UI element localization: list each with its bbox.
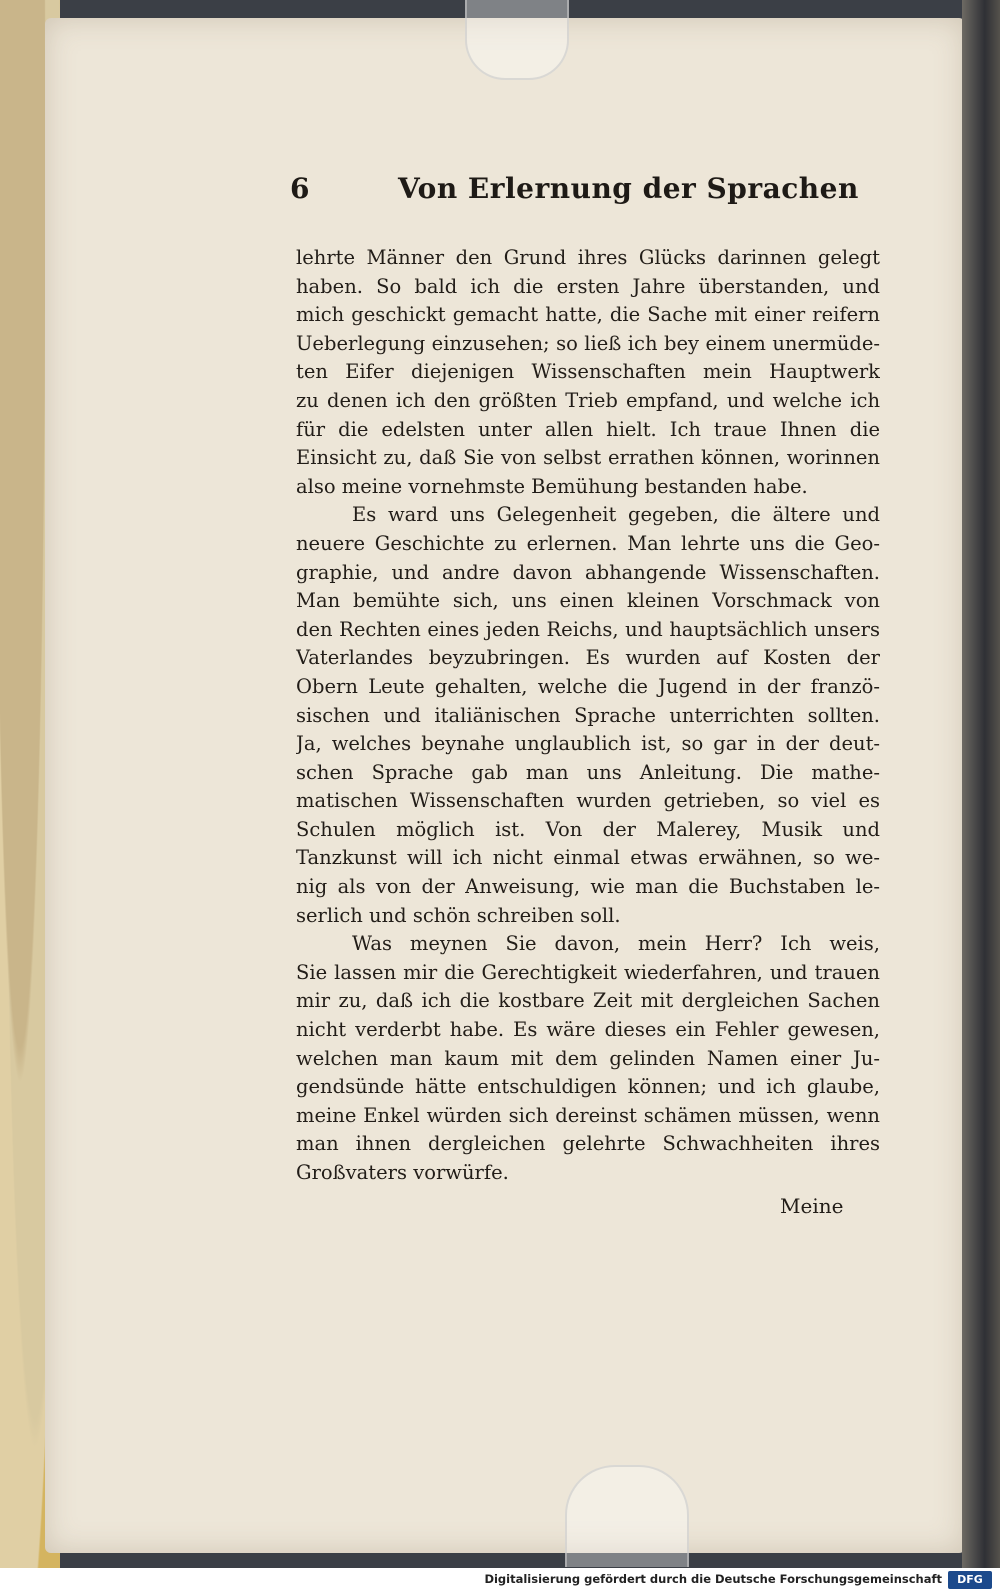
page-clip-bottom [565,1465,689,1567]
text-line: nig als von der Anweisung, wie man die Buchstaben le- [296,875,880,899]
text-line: man ihnen dergleichen gelehrte Schwachheiten ihres [296,1132,880,1156]
running-title: Von Erlernung der Sprachen [398,172,859,205]
text-line: den Rechten eines jeden Reichs, und hauptsächlich unsers [296,617,880,641]
text-line: Ja, welches beynahe unglaublich ist, so gar in der deut- [296,732,880,756]
text-line: Einsicht zu, daß Sie von selbst errathen können, worinnen [296,446,880,470]
text-line: welchen man kaum mit dem gelinden Namen einer Ju- [296,1046,880,1070]
funding-credit: Digitalisierung gefördert durch die Deutsche Forschungsgemeinschaft [484,1572,942,1586]
text-line: Man bemühte sich, uns einen kleinen Vorschmack von [296,589,880,613]
text-line: Was meynen Sie davon, mein Herr? Ich weis, [352,932,880,956]
text-line: Großvaters vorwürfe. [296,1161,509,1184]
text-line: zu denen ich den größten Trieb empfand, und welche ich [296,388,880,412]
text-line: Ueberlegung einzusehen; so ließ ich bey einem unermüde- [296,331,880,355]
text-line: schen Sprache gab man uns Anleitung. Die mathe- [296,760,880,784]
text-line: haben. So bald ich die ersten Jahre überstanden, und [296,274,880,298]
text-line: lehrte Männer den Grund ihres Glücks darinnen gelegt [296,246,880,269]
text-line: Sie lassen mir die Gerechtigkeit wiederfahren, und trauen [296,960,880,984]
text-line: matischen Wissenschaften wurden getrieben, so viel es [296,789,880,813]
text-line: also meine vornehmste Bemühung bestanden habe. [296,474,808,498]
text-line: Vaterlandes beyzubringen. Es wurden auf Kosten der [296,646,880,670]
page-clip-top [465,0,569,80]
text-line: Es ward uns Gelegenheit gegeben, die ältere und [352,503,880,527]
page-number: 6 [290,172,310,205]
dfg-logo: DFG [948,1571,992,1589]
text-line: mir zu, daß ich die kostbare Zeit mit dergleichen Sachen [296,989,880,1013]
text-line: ten Eifer diejenigen Wissenschaften mein Hauptwerk [296,360,880,384]
text-line: Schulen möglich ist. Von der Malerey, Musik und [296,817,880,841]
text-line: nicht verderbt habe. Es wäre dieses ein Fehler gewesen, [296,1018,880,1042]
text-line: neuere Geschichte zu erlernen. Man lehrte uns die Geo- [296,531,880,555]
text-line: Obern Leute gehalten, welche die Jugend in der franzö- [296,674,880,698]
text-line: meine Enkel würden sich dereinst schämen müssen, wenn [296,1103,880,1127]
body-text [296,244,880,1188]
text-line: sischen und italiänischen Sprache unterrichten sollten. [296,703,880,727]
book-spine-edge [962,0,1000,1568]
footer-bar [0,1568,1000,1593]
text-line: graphie, und andre davon abhangende Wissenschaften. [296,560,880,584]
text-line: Tanzkunst will ich nicht einmal etwas erwähnen, so we- [296,846,880,870]
text-line: gendsünde hätte entschuldigen können; und ich glaube, [296,1075,880,1099]
page-header [290,172,890,216]
catchword: Meine [780,1194,844,1218]
text-line: für die edelsten unter allen hielt. Ich traue Ihnen die [296,417,880,441]
text-line: serlich und schön schreiben soll. [296,903,621,927]
text-line: mich geschickt gemacht hatte, die Sache mit einer reifern [296,303,880,327]
